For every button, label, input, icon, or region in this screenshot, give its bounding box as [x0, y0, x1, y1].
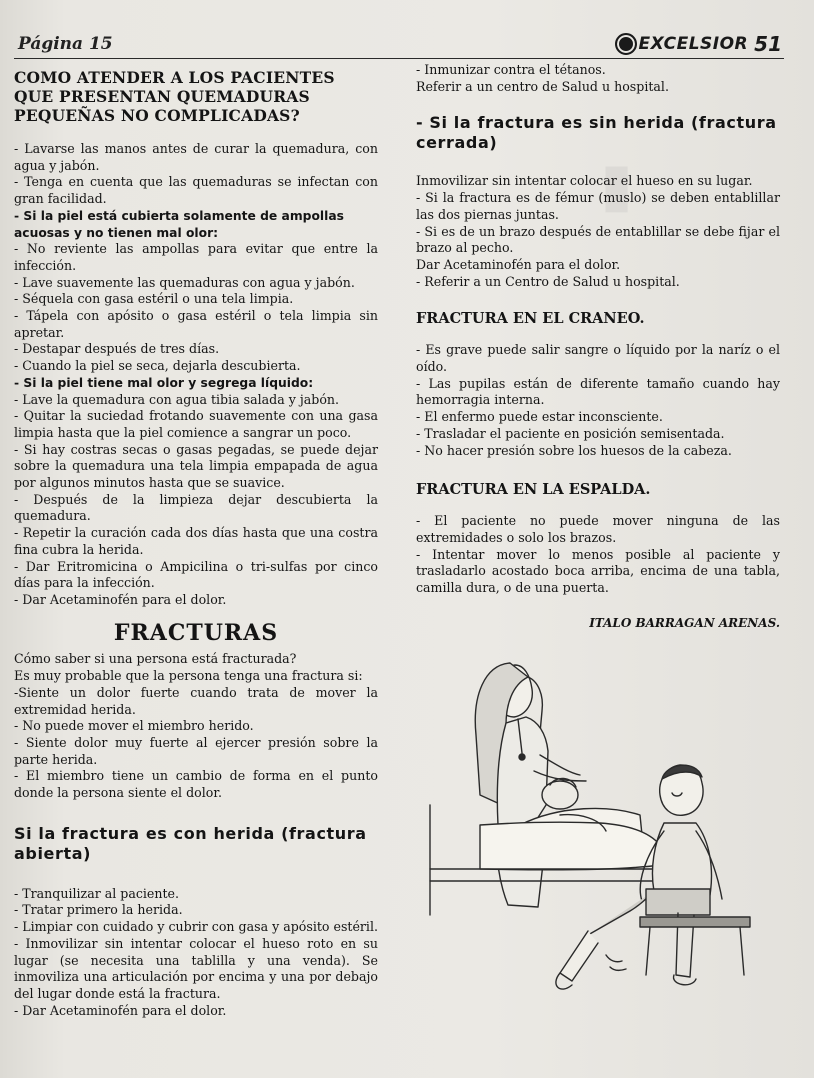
- list-item: Es muy probable que la persona tenga una fractura si:: [14, 668, 363, 684]
- list-item: - El miembro tiene un cambio de forma en el punto donde la persona siente el dolor.: [14, 768, 378, 801]
- list-item: - Lave la quemadura con agua tibia salada y jabón.: [14, 391, 340, 407]
- back-fracture-title: FRACTURA EN LA ESPALDA.: [416, 481, 651, 499]
- list-item: - Inmovilizar sin intentar colocar el hueso roto en su lugar (se necesita una tablilla y una venda). Se inmoviliza una articulación por encima y una por debajo del lugar donde está la fractura.: [14, 935, 378, 1001]
- author-signature: ITALO BARRAGAN ARENAS.: [589, 615, 780, 630]
- closed-fracture-title: - Si la fractura es sin herida (fractura cerrada): [416, 113, 777, 153]
- list-item: - Tranquilizar al paciente.: [14, 885, 179, 901]
- right-column: [416, 62, 780, 631]
- list-item: Cómo saber si una persona está fracturada?: [14, 651, 297, 667]
- fractures-list: [14, 651, 378, 801]
- list-item: - Si la fractura es de fémur (muslo) se deben entablillar las dos piernas juntas.: [416, 190, 780, 222]
- bleed-through: ▮: [600, 150, 634, 220]
- list-item: - Siente dolor muy fuerte al ejercer presión sobre la parte herida.: [14, 734, 378, 767]
- list-item: Dar Acetaminofén para el dolor.: [416, 256, 621, 272]
- nurse-patient-and-injured-boy-illustration: [410, 655, 790, 1035]
- seal-icon: [615, 33, 637, 55]
- page-header: [14, 34, 784, 59]
- list-item: - Limpiar con cuidado y cubrir con gasa y apósito estéril.: [14, 919, 378, 935]
- list-item: - Si hay costras secas o gasas pegadas, se puede dejar sobre la quemadura una tela limpia empapada de agua por algunos minutos hasta que se suavice.: [14, 441, 378, 491]
- list-item: - Si es de un brazo después de entablillar se debe fijar el brazo al pecho.: [416, 223, 780, 256]
- burns-title: COMO ATENDER A LOS PACIENTES QUE PRESENTAN QUEMADURAS PEQUEÑAS NO COMPLICADAS?: [14, 68, 335, 125]
- list-item: - Lave suavemente las quemaduras con agua y jabón.: [14, 274, 355, 290]
- list-item: Inmovilizar sin intentar colocar el hueso en su lugar.: [416, 173, 753, 189]
- list-item: - Inmunizar contra el tétanos.: [416, 62, 606, 77]
- list-item: - El paciente no puede mover ninguna de las extremidades o solo los brazos.: [416, 513, 780, 545]
- back-fracture-list: [416, 513, 780, 597]
- open-fracture-list: [14, 886, 378, 1020]
- list-item: - Es grave puede salir sangre o líquido por la naríz o el oído.: [416, 342, 780, 375]
- injured-boy-figure: [556, 765, 750, 989]
- list-item: - Quitar la suciedad frotando suavemente con una gasa limpia hasta que la piel comience a sangrar un poco.: [14, 408, 378, 440]
- tetanus-list: [416, 62, 780, 95]
- list-item: - Después de la limpieza dejar descubierta la quemadura.: [14, 491, 378, 524]
- list-item: - Destapar después de tres días.: [14, 341, 220, 357]
- burns-list-3: [14, 392, 378, 609]
- fractures-title: FRACTURAS: [113, 619, 279, 646]
- list-item: - Tenga en cuenta que las quemaduras se infectan con gran facilidad.: [14, 174, 378, 207]
- list-item: - Cuando la piel se seca, dejarla descubierta.: [14, 358, 301, 374]
- list-item: - Séquela con gasa estéril o una tela limpia.: [14, 291, 294, 307]
- list-item: - Lavarse las manos antes de curar la quemadura, con agua y jabón.: [14, 141, 378, 173]
- list-item: - Las pupilas están de diferente tamaño cuando hay hemorragia interna.: [416, 375, 780, 408]
- list-item: Referir a un centro de Salud u hospital.: [416, 78, 669, 94]
- burns-list-1: [14, 141, 378, 208]
- brand-name: EXCELSIOR: [638, 34, 749, 54]
- list-item: - Tápela con apósito o gasa estéril o tela limpia sin apretar.: [14, 308, 378, 340]
- brand-number: 51: [754, 32, 782, 56]
- brand-logo: [615, 32, 783, 56]
- burns-subheading-blisters: - Si la piel está cubierta solamente de ampollas acuosas y no tienen mal olor:: [14, 208, 344, 240]
- list-item: - Trasladar el paciente en posición semisentada.: [416, 425, 725, 441]
- skull-fracture-list: [416, 342, 780, 459]
- list-item: - No hacer presión sobre los huesos de la cabeza.: [416, 442, 732, 458]
- list-item: - Dar Eritromicina o Ampicilina o tri-sulfas por cinco días para la infección.: [14, 558, 378, 591]
- list-item: - Dar Acetaminofén para el dolor.: [14, 591, 227, 607]
- list-item: - Referir a un Centro de Salud u hospital.: [416, 273, 680, 289]
- list-item: - Tratar primero la herida.: [14, 902, 183, 918]
- list-item: - Intentar mover lo menos posible al paciente y trasladarlo acostado boca arriba, encima de una tabla, camilla dura, o de una puerta.: [416, 546, 780, 596]
- page-number: Página 15: [18, 34, 113, 54]
- list-item: -Siente un dolor fuerte cuando trata de mover la extremidad herida.: [14, 684, 378, 717]
- burns-subheading-odor: - Si la piel tiene mal olor y segrega líquido:: [14, 375, 314, 390]
- closed-fracture-list: [416, 173, 780, 290]
- burns-list-2: [14, 241, 378, 375]
- list-item: - Dar Acetaminofén para el dolor.: [14, 1002, 227, 1018]
- list-item: - No reviente las ampollas para evitar que entre la infección.: [14, 241, 378, 273]
- left-column: [14, 62, 378, 1019]
- skull-fracture-title: FRACTURA EN EL CRANEO.: [416, 310, 645, 328]
- patient-in-bed: [430, 778, 660, 915]
- list-item: - Repetir la curación cada dos días hasta que una costra fina cubra la herida.: [14, 525, 378, 557]
- open-fracture-title: Si la fractura es con herida (fractura abierta): [14, 823, 367, 863]
- list-item: - El enfermo puede estar inconsciente.: [416, 409, 663, 425]
- list-item: - No puede mover el miembro herido.: [14, 718, 254, 734]
